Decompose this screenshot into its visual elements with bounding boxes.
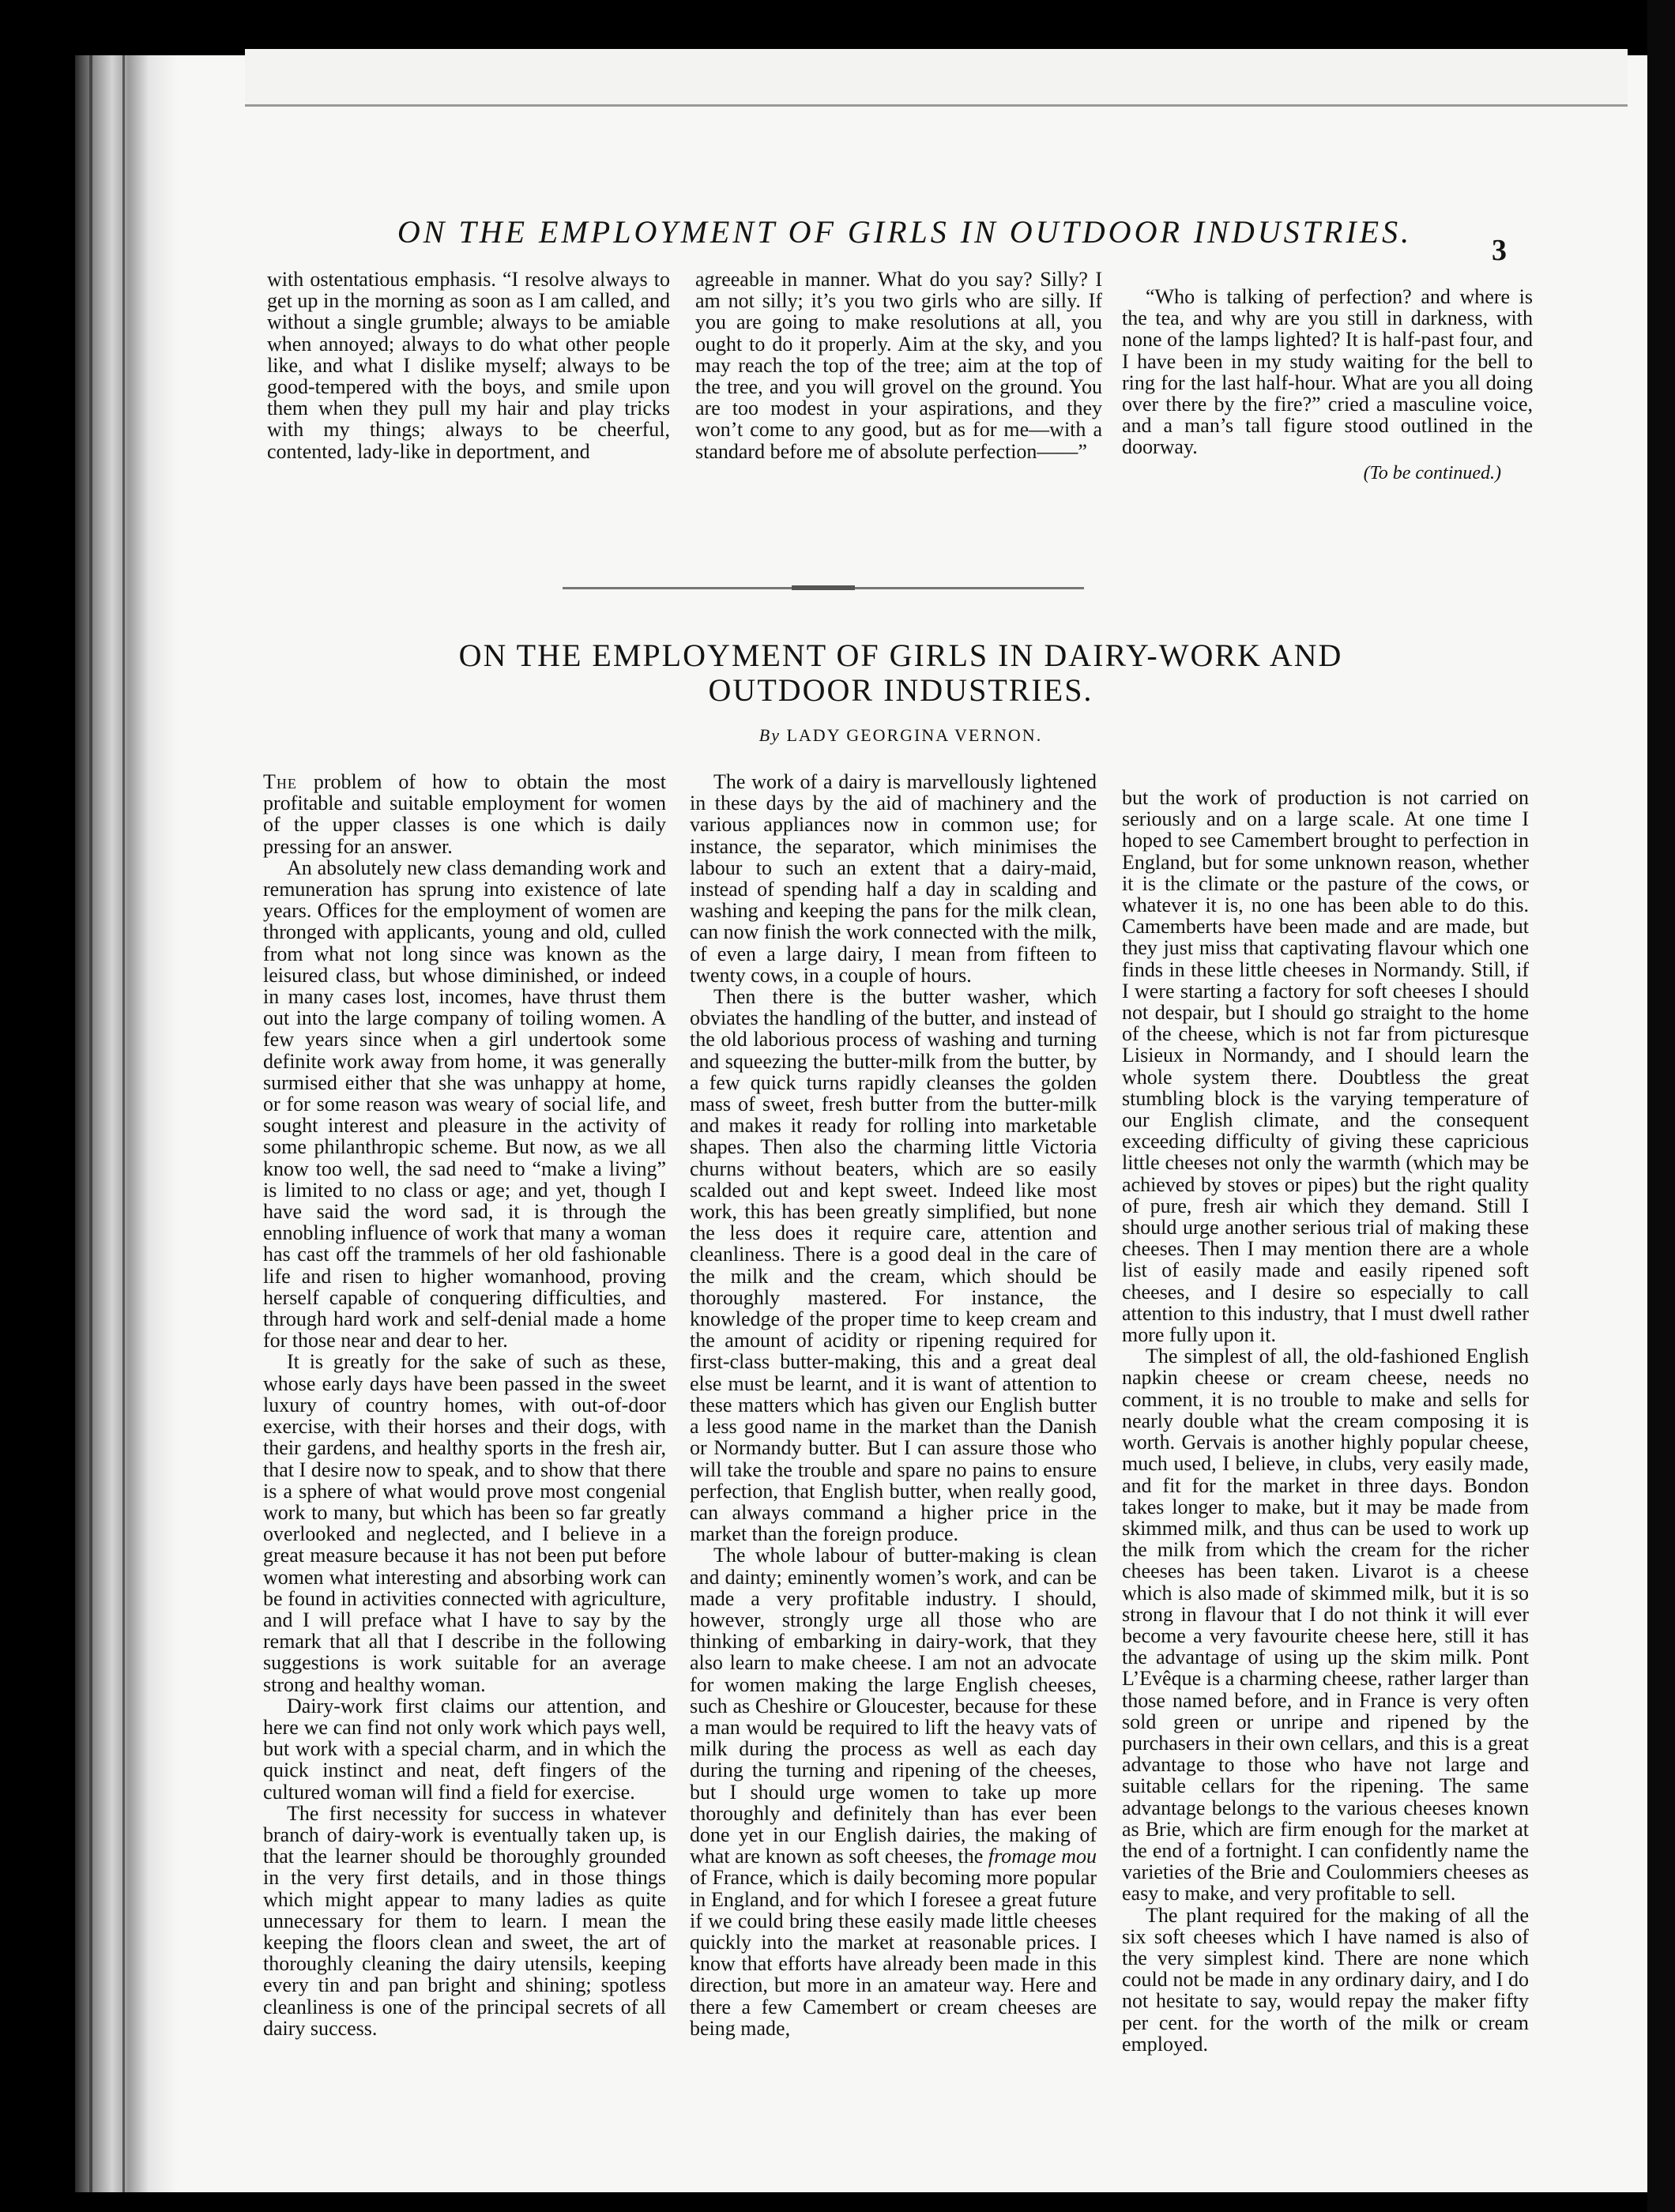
paragraph: The work of a dairy is marvellously lightened in these days by the aid of machinery and the various appliances now in common use; for instance, the separator, which minimises the labour to such an extent that a dairy-maid, instead of spending half a day in scalding and washing and keeping the pans for the milk clean, can now finish the work connected with the milk, of even a large dairy, I mean from fifteen to twenty cows, in a couple of hours. <box>690 770 1097 987</box>
paragraph: “Who is talking of perfection? and where is the tea, and why are you still in darkness, with none of the lamps lighted? It is half-past four, and I have been in my study waiting for the bell to ring for the last half-hour. What are you all doing over there by the fire?” cried a masculine voice, and a man’s tall figure stood outlined in the doorway. <box>1122 285 1533 459</box>
opening-word: The <box>263 770 297 793</box>
paragraph: The plant required for the making of all the six soft cheeses which I have named is also of the very simplest kind. There are none which could not be made in any ordinary dairy, and I do not hesitate to say, would repay the maker fifty per cent. for the worth of the milk or cream employed. <box>1122 1903 1529 2056</box>
opening-text: problem of how to obtain the most profitable and suitable employment for women of the upper classes is one which is daily pressing for an answer. <box>263 770 666 858</box>
book-binding-spine <box>75 55 178 2192</box>
paragraph: Dairy-work first claims our attention, and here we can find not only work which pays well, but work with a special charm, and in which the quick instinct and neat, deft fingers of the cultured woman will find a field for exercise. <box>263 1694 666 1804</box>
article-title: ON THE EMPLOYMENT OF GIRLS IN DAIRY-WORK AND OUTDOOR INDUSTRIES. <box>458 638 1343 708</box>
opening-paragraph <box>263 771 666 857</box>
paragraph <box>690 1544 1097 2039</box>
page-number: 3 <box>1492 234 1507 267</box>
article-column-2 <box>690 771 1097 2039</box>
paragraph-text: of France, which is daily becoming more popular in England, and for which I foresee a great future if we could bring these easily made little cheeses quickly into the market at reasonable prices. I know that efforts have already been made in this direction, but more in an amateur way. Here and there a few Camembert or cream cheeses are being made, <box>690 1866 1097 2040</box>
paragraph: with ostentatious emphasis. “I resolve always to get up in the morning as soon as I am called, and without a single grumble; always to be amiable when annoyed; always to do what other people like, and what I dislike myself; always to be good-tempered with the boys, and smile upon them when they pull my hair and play tricks with my things; always to be cheerful, contented, lady-like in deportment, and <box>267 268 670 463</box>
previous-story-column-2 <box>695 269 1102 462</box>
paragraph-text: The whole labour of butter-making is clean and dainty; eminently women’s work, and can be made a very profitable industry. I should, however, strongly urge all those who are thinking of embarking in dairy-work, that they also learn to make cheese. I am not an advocate for women making the large English cheeses, such as Cheshire or Gloucester, because for these a man would be required to lift the heavy vats of milk during the process as well as each day during the turning and ripening of the cheeses, but I should urge women to take up more thoroughly and definitely than has ever been done yet in our English dairies, the making of what are known as soft cheeses, the <box>690 1544 1097 1868</box>
article-column-1 <box>263 771 666 2039</box>
running-head: ON THE EMPLOYMENT OF GIRLS IN OUTDOOR INDUSTRIES. <box>397 214 1413 250</box>
paragraph: The first necessity for success in whatever branch of dairy-work is eventually taken up, is that the learner should be thoroughly grounded in the very first details, and in those things which might appear to many ladies as quite unnecessary for them to learn. I mean the keeping the floors clean and sweet, the art of thoroughly cleaning the dairy utensils, keeping every tin and pan bright and shining; spotless cleanliness is one of the principal secrets of all dairy success. <box>263 1801 666 2040</box>
underlying-page-edge <box>245 49 1628 107</box>
to-be-continued: (To be continued.) <box>1363 462 1501 483</box>
article-column-3 <box>1122 787 1529 2055</box>
author-name: LADY GEORGINA VERNON. <box>786 725 1043 745</box>
italic-term: fromage mou <box>988 1845 1097 1868</box>
paragraph: It is greatly for the sake of such as these, whose early days have been passed in the sweet luxury of country homes, with out-of-door exercise, with their horses and their dogs, with their gardens, and healthy sports in the fresh air, that I desire now to speak, and to show that there is a sphere of what would prove most congenial work to many, but which has been so far greatly overlooked and neglected, and I believe in a great measure because it has not been put before women what interesting and absorbing work can be found in activities connected with agriculture, and I will preface what I have to say by the remark that all that I describe in the following suggestions is work suitable for an average strong and healthy woman. <box>263 1350 666 1696</box>
previous-story-column-3 <box>1122 286 1533 484</box>
paragraph: The simplest of all, the old-fashioned English napkin cheese or cream cheese, needs no comment, it is no trouble to make and sells for nearly double what the cream composing it is worth. Gervais is another highly popular cheese, much used, I believe, in clubs, very easily made, and fit for the market in three days. Bondon takes longer to make, but it may be made from skimmed milk, and thus can be used to work up the milk from which the cream for the richer cheeses has been taken. Livarot is a cheese which is also made of skimmed milk, but it is so strong in flavour that I do not think it will ever become a very favourite cheese here, still it has the advantage of using up the skim milk. Pont L’Evêque is a charming cheese, rather larger than those named before, and in France is very often sold green or unripe and ripened by the purchasers in their own cellars, and this is a great advantage to those who have not large and suitable cellars for the ripening. The same advantage belongs to the various cheeses known as Brie, which are firm enough for the market at the end of a fortnight. I can confidently name the varieties of the Brie and Coulommiers cheeses as easy to make, and very profitable to sell. <box>1122 1345 1529 1905</box>
scan-border <box>1647 0 1675 2212</box>
previous-story-column-1 <box>267 269 670 462</box>
section-divider-rule <box>563 587 1084 589</box>
byline-prefix: By <box>758 725 781 745</box>
paragraph: but the work of production is not carried on seriously and on a large scale. At one time I hoped to see Camembert brought to perfection in England, but for some unknown reason, whether it is the climate or the pasture of the cows, or whatever it is, no one has been able to do this. Camemberts have been made and are made, but they just miss that captivating flavour which one finds in these little cheeses in Normandy. Still, if I were starting a factory for soft cheeses I should not despair, but I should go straight to the home of the cheese, which is not far from picturesque Lisieux in Normandy, and I should learn the whole system there. Doubtless the great stumbling block is the varying temperature of our English climate, and the consequent exceeding difficulty of giving these capricious little cheeses not only the warmth (which may be achieved by stoves or pipes) but the right quality of pure, fresh air which they demand. Still I should urge another serious trial of making these cheeses. Then I may mention there are a whole list of easily made and easily ripened soft cheeses, and I desire so especially to call attention to this industry, that I must dwell rather more fully upon it. <box>1122 786 1529 1347</box>
paragraph: Then there is the butter washer, which obviates the handling of the butter, and instead of the old laborious process of washing and turning and squeezing the butter-milk from the butter, by a few quick turns rapidly cleanses the golden mass of sweet, fresh butter from the butter-milk and makes it ready for rolling into marketable shapes. Then also the charming little Victoria churns without beaters, which are so easily scalded out and kept sweet. Indeed like most work, this has been greatly simplified, but none the less does it require care, attention and cleanliness. There is a good deal in the care of the milk and the cream, which should be thoroughly mastered. For instance, the knowledge of the proper time to keep cream and the amount of acidity or ripening required for first-class butter-making, this and a great deal else must be learnt, and it is want of attention to these matters which has given our English butter a less good name in the market than the Danish or Normandy butter. But I can assure those who will take the trouble and spare no pains to ensure perfection, that English butter, when really good, can always command a higher price in the market than the foreign produce. <box>690 985 1097 1546</box>
paragraph: An absolutely new class demanding work and remuneration has sprung into existence of late years. Offices for the employment of women are thronged with applicants, young and old, culled from what not long since was known as the leisured class, but whose diminished, or indeed in many cases lost, incomes, have thrust them out into the large company of toiling women. A few years since when a girl undertook some definite work away from home, it was generally surmised either that she was unhappy at home, or for some reason was weary of social life, and sought interest and pleasure in the activity of some philanthropic scheme. But now, as we all know too well, the sad need to “make a living” is limited to no class or age; and yet, though I have said the word sad, it is through the ennobling influence of work that many a woman has cast off the trammels of her old fashionable life and risen to higher womanhood, proving herself capable of conquering difficulties, and through hard work and self-denial made a home for those near and dear to her. <box>263 856 666 1352</box>
paragraph: agreeable in manner. What do you say? Silly? I am not silly; it’s you two girls who are silly. If you are going to make resolutions at all, you ought to do it properly. Aim at the sky, and you may reach the top of the tree; aim at the top of the tree, and you will grovel on the ground. You are too modest in your aspirations, and they won’t come to any good, but as for me—with a standard before me of absolute perfection——” <box>695 268 1102 463</box>
byline <box>379 725 1422 746</box>
